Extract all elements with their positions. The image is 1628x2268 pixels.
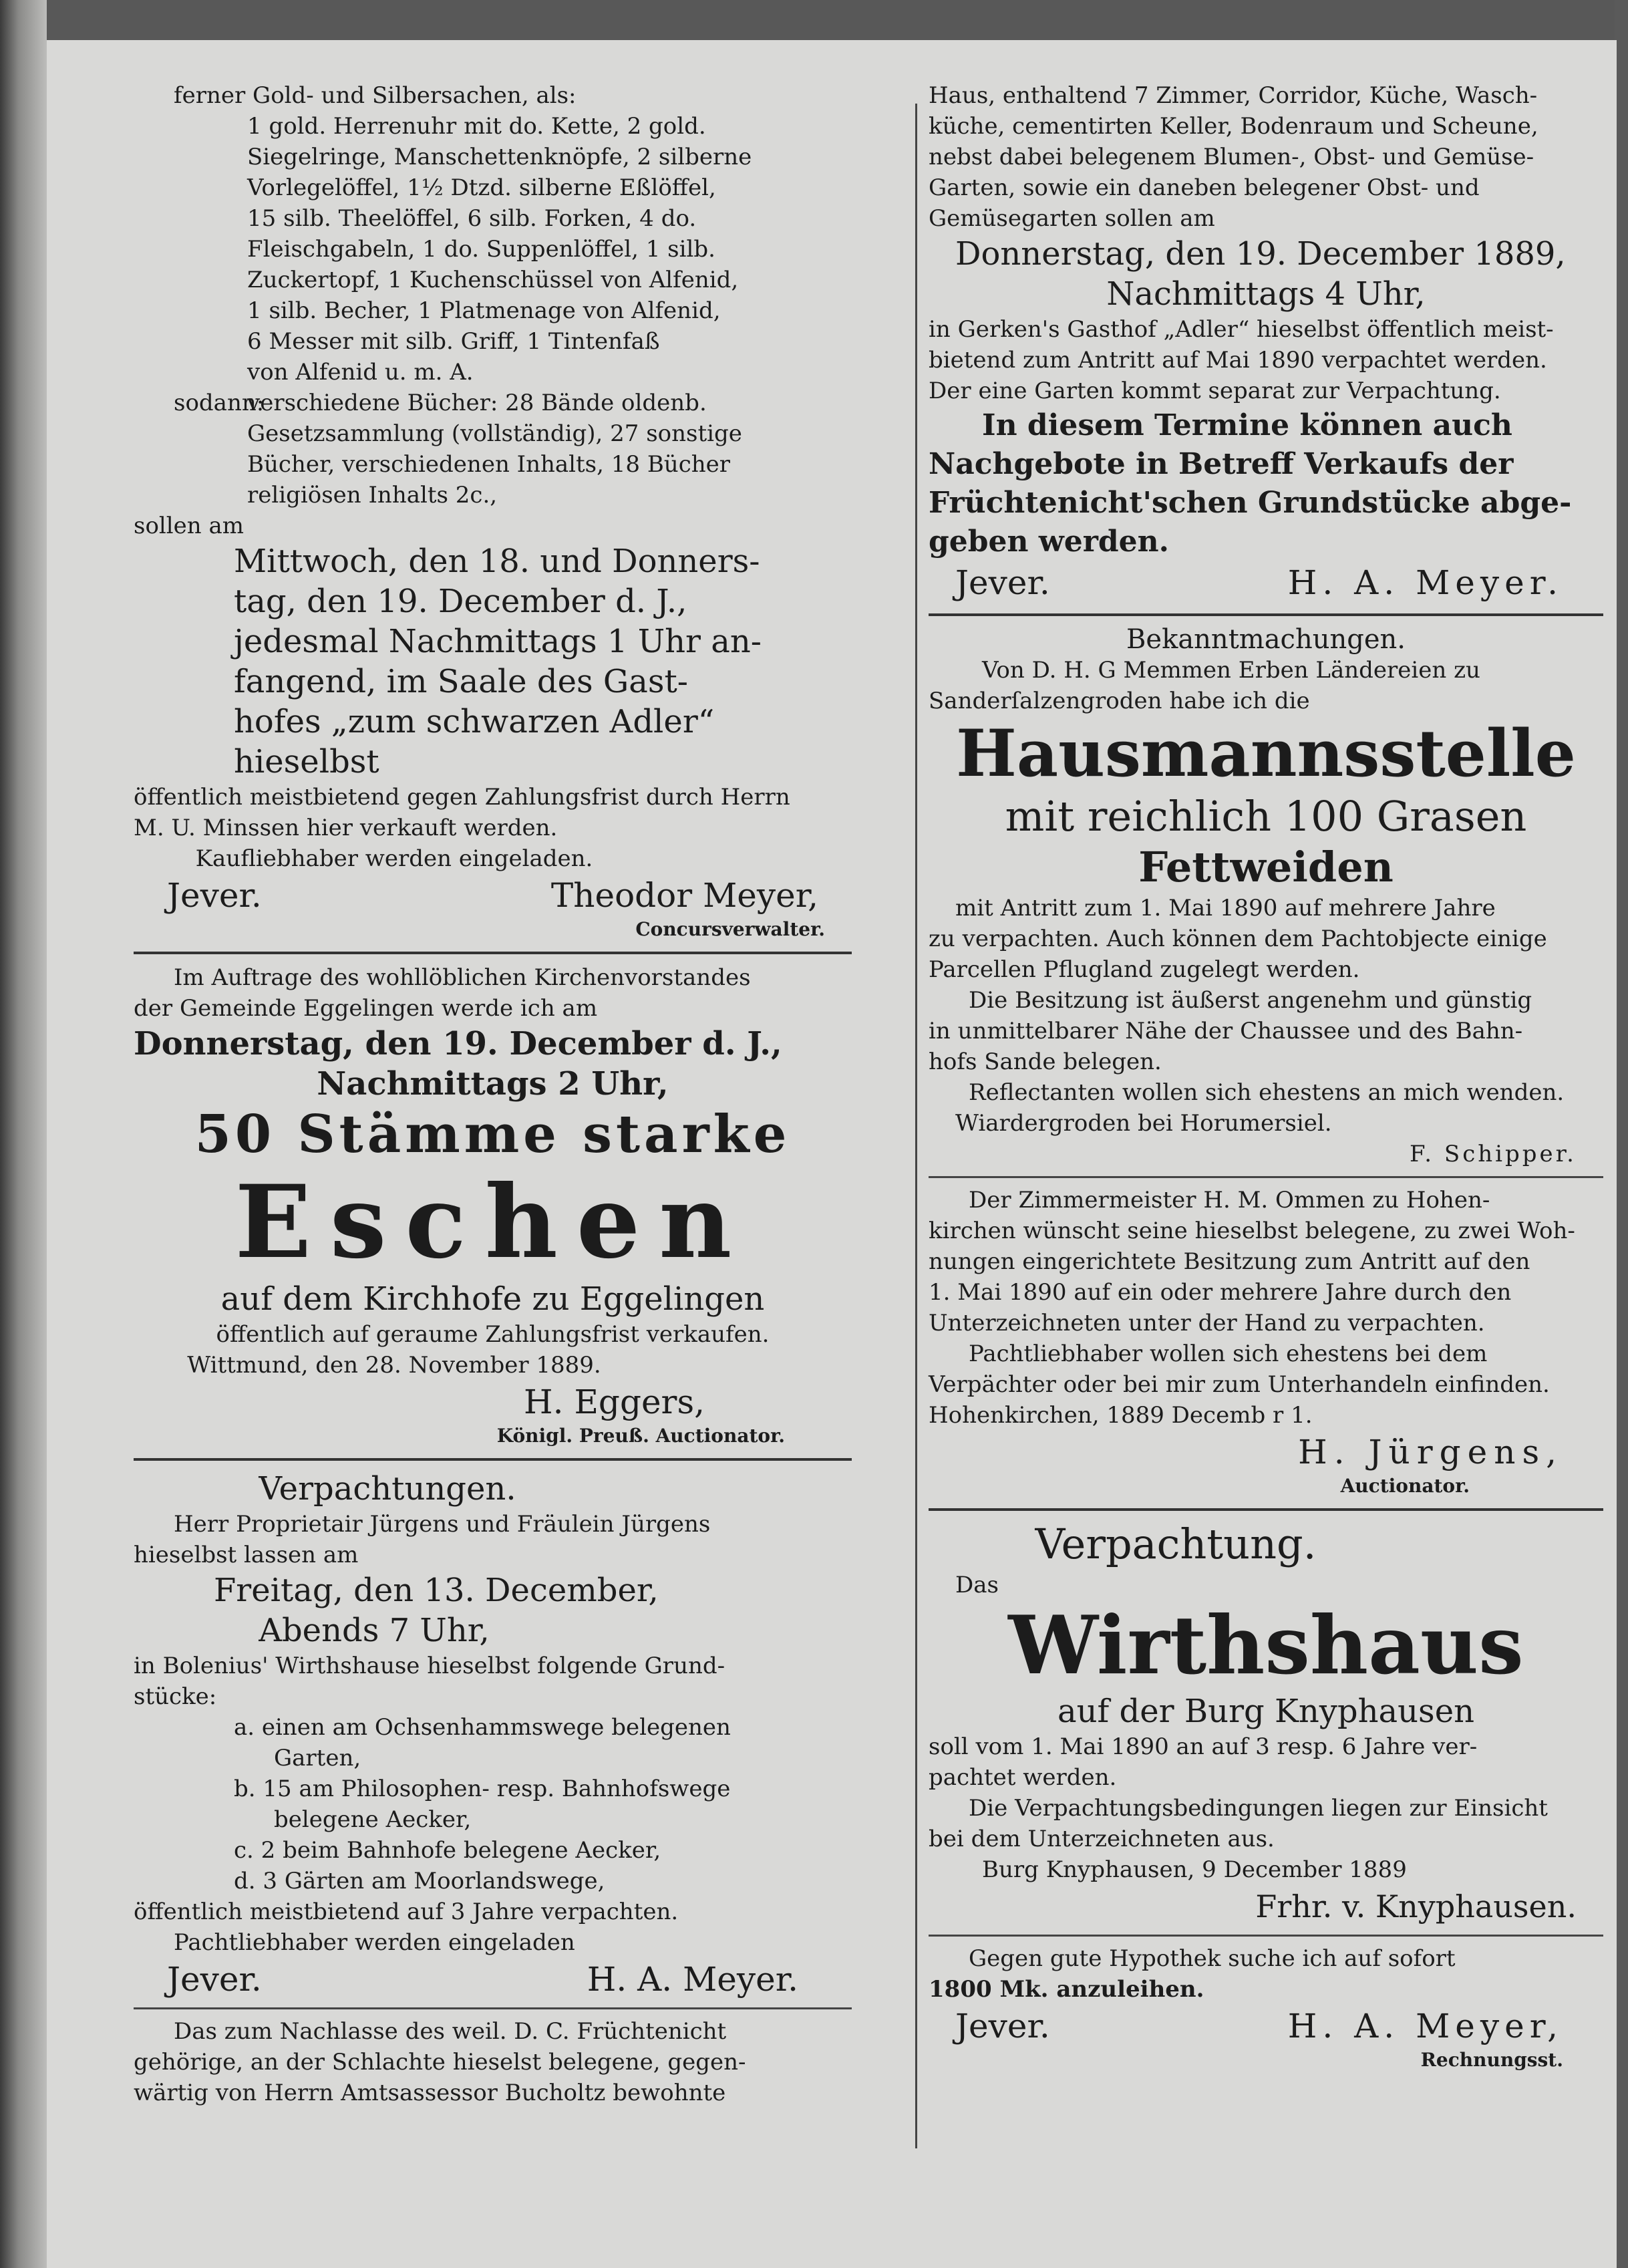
wirth-body: [929, 1731, 1603, 1885]
haus-line: Gemüsegarten sollen am: [929, 205, 1215, 232]
signature-block: [929, 2005, 1603, 2047]
zimmer-line: nungen eingerichtete Besitzung zum Antritt auf den: [929, 1248, 1530, 1275]
sodann-item: Bücher, verschiedenen Inhalts, 18 Bücher: [247, 451, 731, 478]
gold-item: 15 silb. Theelöffel, 6 silb. Forken, 4 do.: [247, 205, 697, 232]
eschen-date: Donnerstag, den 19. December d. J.,: [134, 1025, 782, 1062]
haus-terms-line: Der eine Garten kommt separat zur Verpachtung.: [929, 378, 1501, 404]
nachlass-line: gehörige, an der Schlachte hieselst belegene, gegen-: [134, 2049, 746, 2076]
eschen-terms: öffentlich auf geraume Zahlungsfrist verkaufen.: [216, 1321, 770, 1348]
verp-items: [134, 1712, 852, 1896]
right-column: [929, 80, 1603, 2073]
eschen-place: auf dem Kirchhofe zu Eggelingen: [220, 1280, 765, 1318]
auction-terms-line: M. U. Minssen hier verkauft werden.: [134, 815, 558, 841]
wirth-body-line: soll vom 1. Mai 1890 an auf 3 resp. 6 Jahre ver-: [929, 1733, 1478, 1760]
eschen-headline: Eschen: [234, 1163, 751, 1281]
gold-item: von Alfenid u. m. A.: [247, 359, 474, 386]
gold-item: Fleischgabeln, 1 do. Suppenlöffel, 1 silb.: [247, 236, 715, 263]
signature-name: H. Eggers,: [524, 1383, 705, 1421]
verp-invite: Pachtliebhaber werden eingeladen: [174, 1929, 575, 1956]
signature-name: H. A. Meyer,: [1287, 2007, 1563, 2045]
verp-item: d. 3 Gärten am Moorlandswege,: [234, 1868, 605, 1894]
gold-intro: [134, 80, 852, 111]
haus-terms-line: in Gerken's Gasthof „Adler“ hieselbst öffentlich meist-: [929, 316, 1554, 343]
wirth-place: auf der Burg Knyphausen: [1057, 1693, 1475, 1730]
bek-subheadline: Fettweiden: [1138, 843, 1394, 891]
signature-name: H. A. Meyer.: [587, 1960, 798, 1999]
hypothek-text: [929, 1943, 1603, 2005]
verpachtungen-title: Verpachtungen.: [259, 1470, 516, 1508]
haus-line: küche, cementirten Keller, Bodenraum und Scheune,: [929, 113, 1538, 140]
gold-item: Zuckertopf, 1 Kuchenschüssel von Alfenid,: [247, 267, 739, 293]
gold-item: 1 silb. Becher, 1 Platmenage von Alfenid,: [247, 297, 721, 324]
zimmer-line: Der Zimmermeister H. M. Ommen zu Hohen-: [969, 1187, 1490, 1214]
signature-place: Jever.: [167, 876, 262, 915]
wirth-body-line: Die Verpachtungsbedingungen liegen zur Einsicht: [969, 1795, 1548, 1822]
bek-subheadline: mit reichlich 100 Grasen: [1005, 792, 1527, 841]
sodann-block: [134, 388, 852, 418]
nachlass-line: Das zum Nachlasse des weil. D. C. Früchtenicht: [174, 2018, 727, 2045]
bek-body-line: in unmittelbarer Nähe der Chaussee und des Bahn-: [929, 1018, 1523, 1044]
newspaper-page: [47, 40, 1617, 2268]
signature-title: Rechnungsst.: [1420, 2049, 1563, 2071]
auction-date-line: hieselbst: [234, 743, 379, 781]
zimmer-text: [929, 1185, 1603, 1431]
auction-date-line: tag, den 19. December d. J.,: [234, 583, 687, 620]
wirth-body-line: pachtet werden.: [929, 1764, 1117, 1791]
divider: [134, 1458, 852, 1461]
zimmer-line: kirchen wünscht seine hieselbst belegene, zu zwei Woh-: [929, 1218, 1575, 1244]
verp-item: Garten,: [274, 1745, 361, 1771]
gold-item: 1 gold. Herrenuhr mit do. Kette, 2 gold.: [247, 113, 706, 140]
binding-edge: [0, 0, 47, 2268]
divider: [134, 952, 852, 954]
column-divider: [915, 104, 917, 2148]
sodann-label: sodann:: [174, 390, 265, 416]
wirth-das: Das: [955, 1572, 999, 1598]
eschen-dateline: Wittmund, den 28. November 1889.: [187, 1352, 601, 1379]
signature-place: Jever.: [955, 2007, 1050, 2045]
divider: [929, 1935, 1603, 1937]
haus-notice: [929, 406, 1603, 561]
verp-date: Freitag, den 13. December,: [214, 1572, 659, 1609]
eschen-intro-line: der Gemeinde Eggelingen werde ich am: [134, 995, 598, 1022]
verp-intro-line: hieselbst lassen am: [134, 1542, 359, 1568]
auction-date-line: Mittwoch, den 18. und Donners-: [234, 543, 760, 580]
divider: [929, 1508, 1603, 1511]
verp-item: b. 15 am Philosophen- resp. Bahnhofswege: [234, 1776, 731, 1802]
buyers-invited: Kaufliebhaber werden eingeladen.: [195, 845, 593, 872]
page-edge: [1615, 0, 1628, 2268]
bek-body: [929, 893, 1603, 1139]
bek-intro: [929, 655, 1603, 716]
signature-block: [134, 874, 852, 917]
auction-date-line: fangend, im Saale des Gast-: [234, 663, 688, 700]
divider: [134, 2007, 852, 2009]
eschen-intro: [134, 962, 852, 1024]
divider: [929, 613, 1603, 616]
verp-where-line: in Bolenius' Wirthshause hieselbst folgende Grund-: [134, 1653, 725, 1679]
verp-item: c. 2 beim Bahnhofe belegene Aecker,: [234, 1837, 661, 1864]
gold-intro-label: ferner Gold- und Silbersachen, als:: [174, 82, 577, 109]
verp-where: [134, 1651, 852, 1712]
haus-text: [929, 80, 1603, 234]
wirth-body-line: Burg Knyphausen, 9 December 1889: [982, 1856, 1407, 1883]
nachlass-line: wärtig von Herrn Amtsassessor Bucholtz bewohnte: [134, 2080, 726, 2106]
verpachtung-title: Verpachtung.: [1035, 1520, 1317, 1568]
signature-place: Jever.: [167, 1960, 262, 1999]
zimmer-line: Pachtliebhaber wollen sich ehestens bei dem: [969, 1340, 1488, 1367]
haus-line: Haus, enthaltend 7 Zimmer, Corridor, Küche, Wasch-: [929, 82, 1538, 109]
bek-body-line: Wiardergroden bei Horumersiel.: [955, 1110, 1332, 1137]
verp-time: Abends 7 Uhr,: [259, 1612, 490, 1649]
zimmer-line: Hohenkirchen, 1889 Decemb r 1.: [929, 1402, 1313, 1429]
eschen-count: 50 Stämme starke: [194, 1104, 791, 1165]
sodann-items: [134, 418, 852, 511]
verp-item: belegene Aecker,: [274, 1806, 472, 1833]
divider: [929, 1176, 1603, 1178]
wirth-body-line: bei dem Unterzeichneten aus.: [929, 1826, 1275, 1852]
wirthshaus-headline: Wirthshaus: [1008, 1598, 1524, 1693]
auction-date: [134, 541, 852, 782]
haus-terms: [929, 314, 1603, 406]
auction-terms: [134, 782, 852, 843]
zimmer-line: Verpächter oder bei mir zum Unterhandeln einfinden.: [929, 1371, 1550, 1398]
hypothek-line: Gegen gute Hypothek suche ich auf sofort: [969, 1945, 1456, 1972]
haus-terms-line: bietend zum Antritt auf Mai 1890 verpachtet werden.: [929, 347, 1547, 374]
signature-block: [929, 561, 1603, 604]
sollen-am: sollen am: [134, 513, 245, 539]
hypothek-line: 1800 Mk. anzuleihen.: [929, 1976, 1204, 2003]
eschen-intro-line: Im Auftrage des wohllöblichen Kirchenvorstandes: [174, 964, 751, 991]
haus-notice-line: Früchtenicht'schen Grundstücke abge-: [929, 486, 1572, 520]
sodann-first: verschiedene Bücher: 28 Bände oldenb.: [247, 390, 707, 416]
bekanntmachungen-title: Bekanntmachungen.: [1126, 624, 1406, 655]
bek-body-line: zu verpachten. Auch können dem Pachtobjecte einige: [929, 926, 1547, 952]
gold-items: [134, 111, 852, 388]
haus-line: nebst dabei belegenem Blumen-, Obst- und Gemüse-: [929, 144, 1534, 170]
bek-body-line: Parcellen Pflugland zugelegt werden.: [929, 956, 1360, 983]
bek-body-line: Reflectanten wollen sich ehestens an mich wenden.: [969, 1079, 1565, 1106]
nachlass-text: [134, 2016, 852, 2108]
haus-notice-line: Nachgebote in Betreff Verkaufs der: [929, 447, 1514, 481]
left-column: [134, 80, 852, 2108]
bek-body-line: hofs Sande belegen.: [929, 1048, 1162, 1075]
eschen-time: Nachmittags 2 Uhr,: [317, 1065, 669, 1103]
auction-date-line: hofes „zum schwarzen Adler“: [234, 703, 715, 740]
zimmer-line: 1. Mai 1890 auf ein oder mehrere Jahre durch den: [929, 1279, 1512, 1306]
sodann-item: religiösen Inhalts 2c.,: [247, 482, 498, 509]
auction-terms-line: öffentlich meistbietend gegen Zahlungsfrist durch Herrn: [134, 784, 790, 811]
bek-intro-line: Sanderſalzengroden habe ich die: [929, 688, 1310, 714]
gold-item: Vorlegelöffel, 1½ Dtzd. silberne Eßlöffel,: [247, 174, 716, 201]
gold-item: Siegelringe, Manschettenknöpfe, 2 silberne: [247, 144, 752, 170]
haus-line: Garten, sowie ein daneben belegener Obst- und: [929, 174, 1480, 201]
signature-name: Theodor Meyer,: [550, 876, 818, 915]
hausmannsstelle-headline: Hausmannsstelle: [956, 716, 1576, 791]
auction-date-line: jedesmal Nachmittags 1 Uhr an-: [234, 623, 762, 660]
haus-notice-line: geben werden.: [929, 525, 1169, 559]
signature-title: Concursverwalter.: [635, 918, 825, 940]
verp-item: a. einen am Ochsenhammswege belegenen: [234, 1714, 731, 1741]
bek-intro-line: Von D. H. G Memmen Erben Ländereien zu: [982, 657, 1480, 684]
signature-block: [134, 1958, 852, 2001]
bek-body-line: mit Antritt zum 1. Mai 1890 auf mehrere Jahre: [955, 895, 1496, 922]
signature-title: Königl. Preuß. Auctionator.: [496, 1425, 785, 1447]
signature-title: Auctionator.: [1340, 1475, 1470, 1497]
signature-name: F. Schipper.: [1410, 1141, 1577, 1167]
verp-where-line: stücke:: [134, 1683, 217, 1710]
haus-notice-line: In diesem Termine können auch: [982, 408, 1512, 442]
verp-intro: [134, 1509, 852, 1570]
signature-name: Frhr. v. Knyphausen.: [1255, 1888, 1577, 1925]
signature-name: H. A. Meyer.: [1287, 563, 1563, 602]
verp-intro-line: Herr Proprietair Jürgens und Fräulein Jürgens: [174, 1511, 711, 1538]
gold-item: 6 Messer mit silb. Griff, 1 Tintenfaß: [247, 328, 660, 355]
signature-place: Jever.: [955, 563, 1050, 602]
zimmer-line: Unterzeichneten unter der Hand zu verpachten.: [929, 1310, 1485, 1336]
signature-name: H. Jürgens,: [1298, 1433, 1563, 1471]
bek-body-line: Die Besitzung ist äußerst angenehm und günstig: [969, 987, 1532, 1014]
haus-date: Donnerstag, den 19. December 1889,: [955, 235, 1566, 273]
haus-time: Nachmittags 4 Uhr,: [1106, 275, 1426, 313]
verp-terms: öffentlich meistbietend auf 3 Jahre verpachten.: [134, 1898, 679, 1925]
sodann-item: Gesetzsammlung (vollständig), 27 sonstige: [247, 420, 742, 447]
